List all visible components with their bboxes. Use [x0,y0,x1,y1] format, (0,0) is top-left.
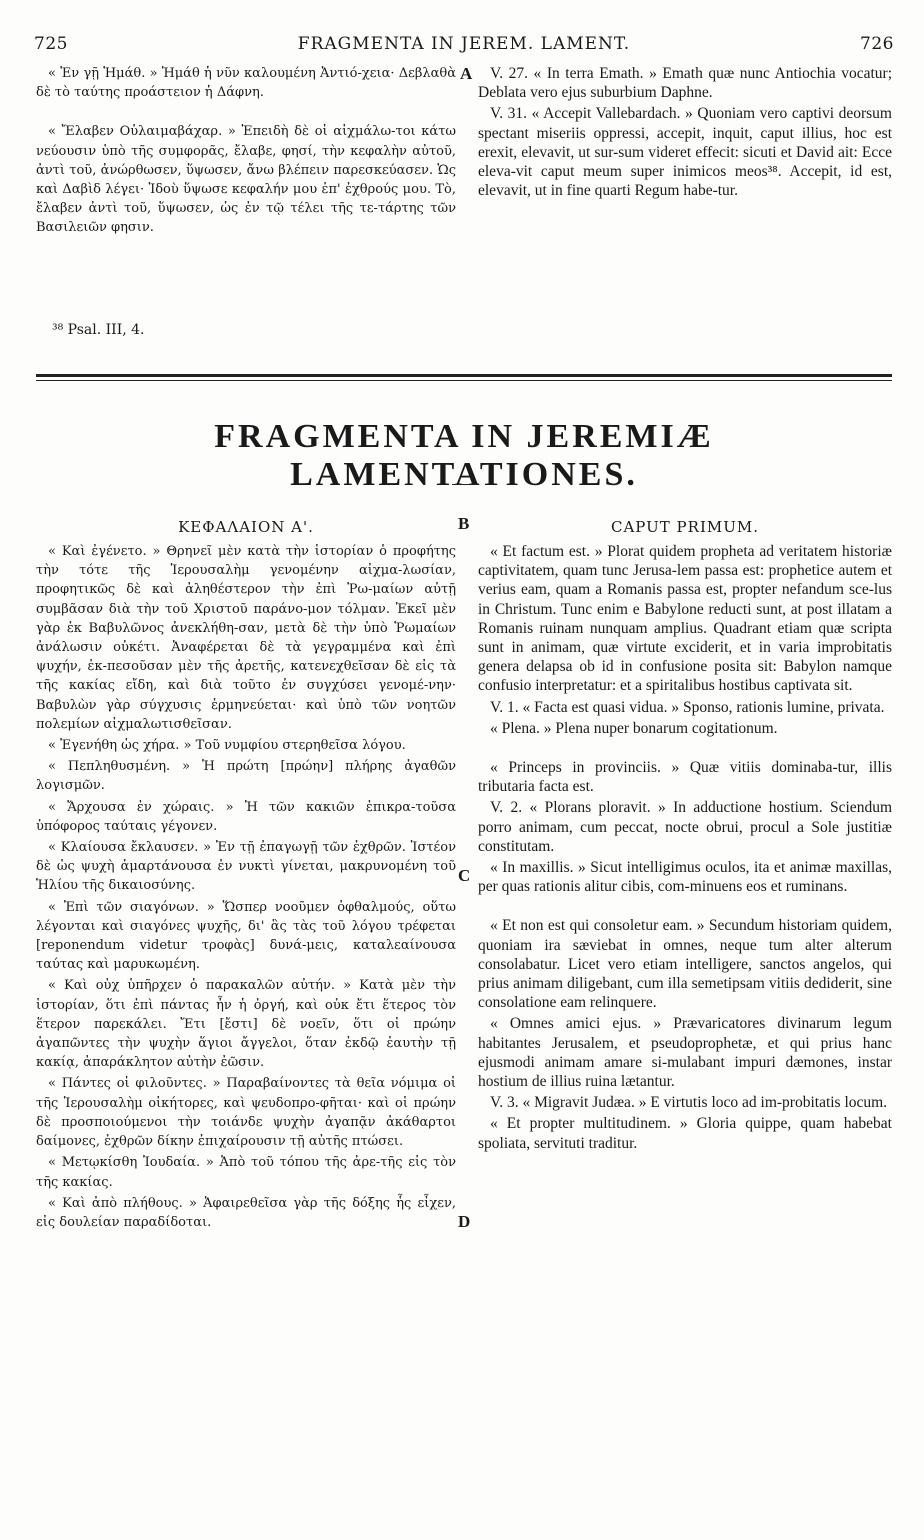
running-header [34,34,894,58]
margin-mark-a: A [460,64,473,83]
latin-paragraph: « Plena. » Plena nuper bonarum cogitationum. [490,719,778,737]
latin-paragraph: V. 31. « Accepit Vallebardach. » Quoniam vero captivi deorsum spectant miseriis oppressi, accepit, inquit, caput illius, hoc est erexit, elevavit, ut sur-sum videret effecit: sicuti et David ait: Ecce eleva-vit caput meum super inimicos meos³⁸. Accepit, id est, elevavit, ut in fine quarti Regum habe-tur. [478,105,892,200]
margin-mark-d: D [458,1212,471,1231]
main-title: FRAGMENTA IN JEREMIÆ LAMENTATIONES. [214,418,714,493]
latin-paragraph: « Princeps in provinciis. » Quæ vitiis dominaba-tur, illis tributaria facta est. [478,759,892,796]
top-latin-column [478,64,892,202]
greek-paragraph: « Ἄρχουσα ἐν χώραις. » Ἡ τῶν κακιῶν ἐπικρα-τοῦσα ὑπόφορος ταύταις γέγονεν. [36,799,456,834]
page-number-left: 725 [34,34,68,54]
latin-paragraph: « In maxillis. » Sicut intelligimus oculos, ita et animæ maxillas, per quas rationis alitur cibis, com-minuens eos et ruminans. [478,859,892,896]
footnote: ³⁸ Psal. III, 4. [52,322,145,338]
margin-mark-b: B [458,514,470,533]
latin-paragraph: V. 3. « Migravit Judæa. » E virtutis loco ad im-probitatis locum. [490,1094,888,1112]
latin-paragraph: « Et non est qui consoletur eam. » Secundum historiam quidem, quoniam ira sæviebat in omnes, neque tum alter alterum consolabatur. Licet vero etiam intelligere, sanctos angelos, qui prius animam diligebant, cum illa semetipsam vitiis dediderit, sine consolatione eam relinquere. [478,917,892,1012]
latin-paragraph: V. 1. « Facta est quasi vidua. » Sponso, rationis lumine, privata. [490,698,885,716]
running-title: FRAGMENTA IN JEREM. LAMENT. [297,34,631,54]
greek-paragraph: « Ἐπὶ τῶν σιαγόνων. » Ὥσπερ νοοῦμεν ὀφθαλμούς, οὕτω λέγονται καὶ σιαγόνες ψυχῆς, δι' ἃς τὰς τοῦ λόγου τρέφεται [reponendum videtur τροφὰς] δυνά-μεις, καταλεαίνουσα ταύτας καὶ μαρυκωμένη. [36,899,456,973]
page-number-right: 726 [860,34,894,54]
greek-paragraph: « Καὶ οὐχ ὑπῆρχεν ὁ παρακαλῶν αὐτήν. » Κατὰ μὲν τὴν ἱστορίαν, ὅτι ἐπὶ πάντας ἦν ἡ ὀργή, καὶ οὐκ ἔτι ἕτερος τὸν ἕτερον παρεκάλει. Ἔτι [ἔστι] δὲ νοεῖν, ὅτι οἱ πρώην ἀγαπῶντες τὴν ψυχὴν ἅγιοι ἄγγελοι, ὅταν ἐκδῷ ἑαυτὴν τῇ κακίᾳ, ἀπαράκλητον αὐτὴν ἐῶσιν. [36,978,456,1071]
latin-paragraph: « Et propter multitudinem. » Gloria quippe, quam habebat spoliata, servituti traditur. [478,1115,892,1152]
latin-paragraph: V. 2. « Plorans ploravit. » In adductione hostium. Sciendum porro animam, cum peccat, nocte obrui, procul a Sole justitiæ constitutam. [478,799,892,855]
greek-paragraph: « Ἐν γῇ Ἡμάθ. » Ἡμάθ ἡ νῦν καλουμένη Ἀντιό-χεια· Δεβλαθὰ δὲ τὸ ταύτης προάστειον ἡ Δάφνη. [36,66,456,101]
greek-paragraph: « Ἐγενήθη ὡς χήρα. » Τοῦ νυμφίου στερηθεῖσα λόγου. [48,738,406,754]
section-rule-thin [36,380,892,381]
main-latin-column [478,542,892,1155]
greek-paragraph: « Καὶ ἀπὸ πλήθους. » Ἀφαιρεθεῖσα γὰρ τῆς δόξης ἧς εἶχεν, εἰς δουλείαν παραδίδοται. [36,1195,456,1230]
greek-paragraph: « Μετῳκίσθη Ἰουδαία. » Ἀπὸ τοῦ τόπου τῆς ἀρε-τῆς εἰς τὸν τῆς κακίας. [36,1155,456,1190]
greek-paragraph: « Πάντες οἱ φιλοῦντες. » Παραβαίνοντες τὰ θεῖα νόμιμα οἱ τῆς Ἱερουσαλὴμ οἰκήτορες, καὶ ψευδοπρο-φῆται· καὶ οἱ πρώην δὲ προσποιούμενοι τὴν τοιάνδε ψυχὴν ἀγαπᾷν ἀκάθαρτοι δαίμονες, ἐχθρῶν δίκην ἐπιχαίρουσιν τῇ αὐτῆς πτώσει. [36,1076,456,1150]
greek-paragraph: « Ἔλαβεν Οὐλαιμαβάχαρ. » Ἐπειδὴ δὲ οἱ αἰχμάλω-τοι κάτω νεύουσιν ὑπὸ τῆς συμφορᾶς, ἔλαβε, φησί, τὴν κεφαλὴν αὐτοῦ, ἀντὶ τοῦ, ἀνώρθωσεν, ὕψωσεν, ἄνω βλέπειν παρεσκεύασεν. Ὡς καὶ Δαβὶδ λέγει· Ἰδοὺ ὕψωσε κεφαλήν μου ἐπ' ἐχθρούς μου. Τὸ, ἔλαβεν ἀντὶ τοῦ, ὕψωσεν, ὡς ἐν τῷ τέλει τῆς τε-τάρτης τῶν Βασιλειῶν φησιν. [36,124,456,236]
greek-paragraph: « Πεπληθυσμένη. » Ἡ πρώτη [πρώην] πλήρης ἀγαθῶν λογισμῶν. [36,759,456,794]
greek-paragraph: « Καὶ ἐγένετο. » Θρηνεῖ μὲν κατὰ τὴν ἱστορίαν ὁ προφήτης τὴν τότε τῆς Ἱερουσαλὴμ γενομένην αἰχμα-λωσίαν, προφητικῶς δὲ καὶ ἀληθέστερον τὴν ἐπὶ Ῥω-μαίων αὐτῇ συμβᾶσαν διὰ τὴν τοῦ Χριστοῦ παράνο-μον τόλμαν. Ἐκεῖ μὲν γὰρ ἐκ Βαβυλῶνος ἀνεκλήθη-σαν, μετὰ δὲ τὴν ὑπὸ Ῥωμαίων ἀνάλωσιν οὐκέτι. Ἀναφέρεται δὲ τὰ γεγραμμένα καὶ ἐπὶ ψυχήν, ἐκ-πεσοῦσαν μὲν τῆς ἀρετῆς, κατενεχθεῖσαν δὲ εἰς τὰ τῆς κακίας εἴδη, καὶ διὰ τοῦτο ἐν συγχύσει γενομέ-νην· Βαβυλὼν γὰρ σύγχυσις ἑρμηνεύεται· καὶ ὑπὸ τῶν νοητῶν πολεμίων αἰχμαλωτισθεῖσαν. [36,544,456,732]
greek-paragraph: « Κλαίουσα ἔκλαυσεν. » Ἐν τῇ ἐπαγωγῇ τῶν ἐχθρῶν. Ἰστέον δὲ ὡς ψυχὴ ἁμαρτάνουσα ἐν νυκτὶ γίνεται, μακρυνομένη τοῦ Ἡλίου τῆς δικαιοσύνης. [36,840,456,894]
section-rule-thick [36,374,892,377]
margin-mark-c: C [458,866,471,885]
latin-paragraph: « Omnes amici ejus. » Prævaricatores divinarum legum habitantes Jerusalem, et pseudoprophetæ, et qui prius hanc ejusmodi animam amare si-mulabant impuri dæmones, instar hostium de illius ruina lætantur. [478,1015,892,1091]
title-dash [452,484,476,485]
greek-chapter-heading: ΚΕΦΑΛΑΙΟΝ Α'. [178,518,314,536]
latin-chapter-heading: CAPUT PRIMUM. [611,518,759,536]
latin-paragraph: V. 27. « In terra Emath. » Emath quæ nunc Antiochia vocatur; Deblata vero ejus suburbium Daphne. [478,65,892,102]
top-greek-column [36,64,456,240]
latin-paragraph: « Et factum est. » Plorat quidem propheta ad veritatem historiæ captivitatem, quam tunc Jerusa-lem passa est: prophetice autem et verius eam, quam a Romanis passa est, propter nefandum sce-lus in Christum. Tunc enim e Babylone reducti sunt, at post illatam a Romanis ruinam nunquam amplius. Quadrant etiam quæ scripta sunt in animam, quæ virtute exciderit, et in varia improbitatis genera delapsa ob id in confusione posita sit: Babylon namque confusio interpretatur: et a spiritalibus hostibus captivata sit. [478,543,892,695]
main-greek-column [36,542,456,1234]
